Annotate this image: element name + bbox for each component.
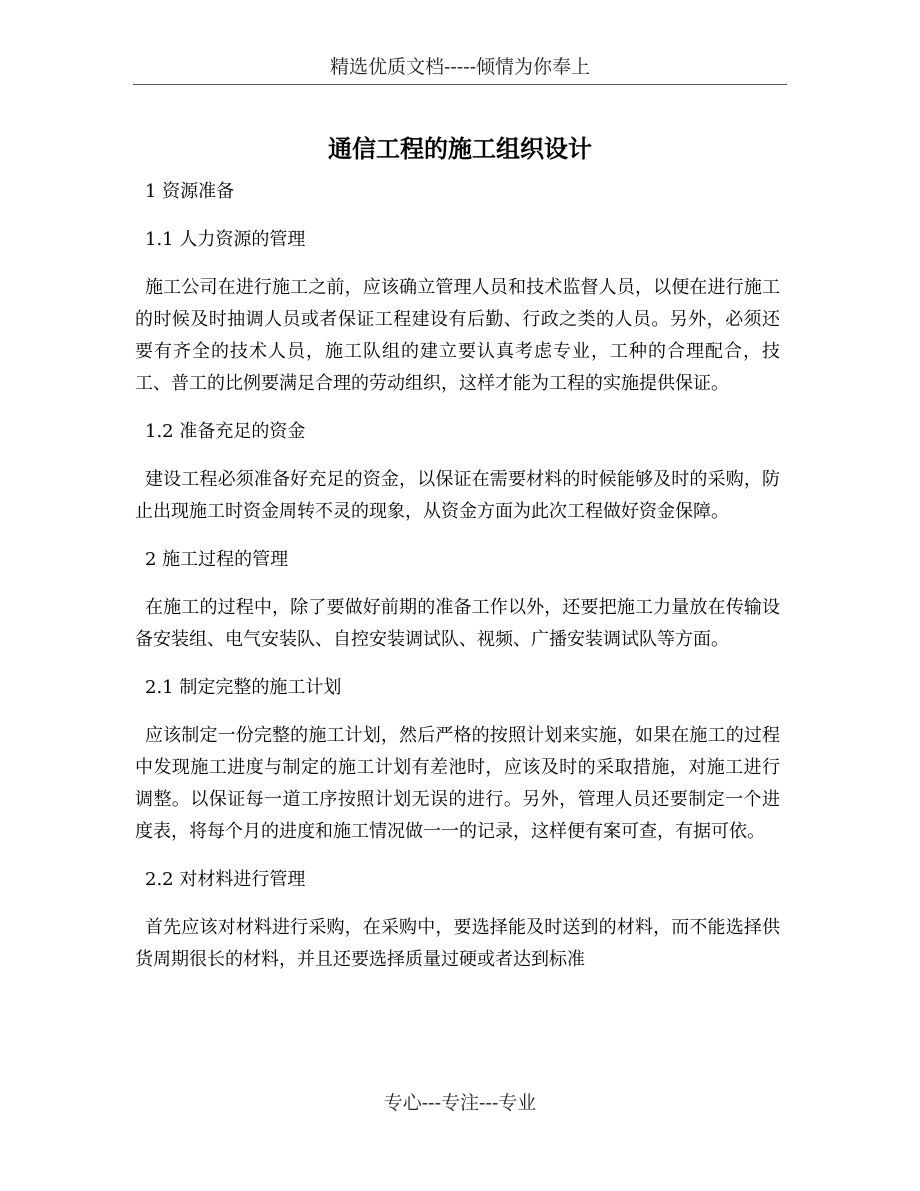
paragraph-material-management: 首先应该对材料进行采购，在采购中，要选择能及时送到的材料，而不能选择供货周期很长的材料，并且还要选择质量过硬或者达到标准 bbox=[135, 917, 780, 970]
section-heading-2-2: 2.2 对材料进行管理 bbox=[145, 869, 306, 890]
document-body bbox=[135, 176, 780, 992]
document-title: 通信工程的施工组织设计 bbox=[328, 135, 592, 164]
section-heading-2: 2 施工过程的管理 bbox=[145, 549, 289, 570]
paragraph-construction-plan: 应该制定一份完整的施工计划，然后严格的按照计划来实施，如果在施工的过程中发现施工进度与制定的施工计划有差池时，应该及时的采取措施，对施工进行调整。以保证每一道工序按照计划无误的进行。另外，管理人员还要制定一个进度表，将每个月的进度和施工情况做一一的记录，这样便有案可查，有据可依。 bbox=[135, 725, 780, 842]
section-heading-1: 1 资源准备 bbox=[145, 181, 235, 202]
page-header: 精选优质文档-----倾情为你奉上 bbox=[329, 56, 591, 78]
page-footer: 专心---专注---专业 bbox=[383, 1092, 537, 1114]
section-heading-1-2: 1.2 准备充足的资金 bbox=[145, 421, 306, 442]
header-divider bbox=[133, 84, 787, 85]
paragraph-construction-process: 在施工的过程中，除了要做好前期的准备工作以外，还要把施工力量放在传输设备安装组、电气安装队、自控安装调试队、视频、广播安装调试队等方面。 bbox=[135, 597, 780, 650]
section-heading-2-1: 2.1 制定完整的施工计划 bbox=[145, 677, 342, 698]
section-heading-1-1: 1.1 人力资源的管理 bbox=[145, 229, 306, 250]
paragraph-funding: 建设工程必须准备好充足的资金，以保证在需要材料的时候能够及时的采购，防止出现施工时资金周转不灵的现象，从资金方面为此次工程做好资金保障。 bbox=[135, 469, 780, 522]
paragraph-human-resources: 施工公司在进行施工之前，应该确立管理人员和技术监督人员，以便在进行施工的时候及时抽调人员或者保证工程建设有后勤、行政之类的人员。另外，必须还要有齐全的技术人员，施工队组的建立要认真考虑专业，工种的合理配合，技工、普工的比例要满足合理的劳动组织，这样才能为工程的实施提供保证。 bbox=[135, 277, 780, 394]
